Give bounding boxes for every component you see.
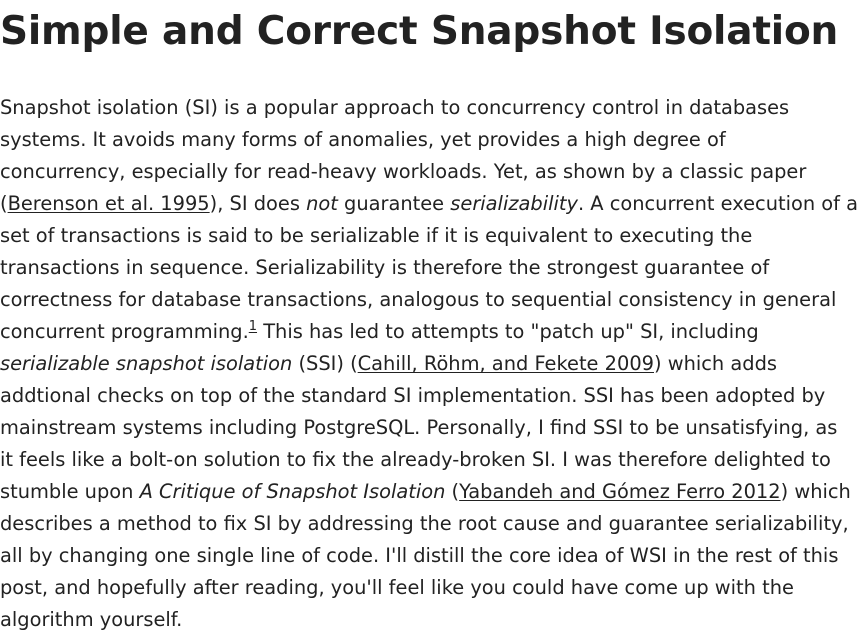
text-run: . A concurrent execution of a <box>577 192 858 215</box>
text-run: guarantee <box>337 192 451 215</box>
paragraph-line <box>0 124 812 156</box>
text-run: concurrent programming. <box>0 320 249 343</box>
footnote-link-1[interactable]: 1 <box>248 319 258 334</box>
emphasis-serializability: serializability <box>450 192 578 215</box>
paragraph-line <box>0 604 812 636</box>
text-run: ( <box>0 192 8 215</box>
paragraph-line <box>0 508 849 540</box>
emphasis-not: not <box>306 192 338 215</box>
paragraph-line <box>0 220 812 252</box>
text-run: addtional checks on top of the standard SI implementation. SSI has been adopted by <box>0 384 826 407</box>
paragraph-line <box>0 316 812 348</box>
paragraph-line <box>0 444 831 476</box>
text-run: transactions in sequence. Serializability is therefore the strongest guarantee of <box>0 256 770 279</box>
text-run: it feels like a bolt-on solution to fix the already-broken SI. I was therefore delighted to <box>0 448 831 471</box>
paragraph-line <box>0 412 838 444</box>
text-run: correctness for database transactions, analogous to sequential consistency in general <box>0 288 837 311</box>
text-run: ), SI does <box>209 192 307 215</box>
text-run: mainstream systems including PostgreSQL. Personally, I find SSI to be unsatisfying, as <box>0 416 838 439</box>
text-run: ( <box>445 480 460 503</box>
paragraph-line <box>0 252 812 284</box>
text-run: describes a method to fix SI by addressing the root cause and guarantee serializability, <box>0 512 849 535</box>
emphasis-ssi: serializable snapshot isolation <box>0 352 293 375</box>
paragraph-line <box>0 348 812 380</box>
page-title: Simple and Correct Snapshot Isolation <box>0 9 839 54</box>
paragraph-line <box>0 380 826 412</box>
paragraph-line <box>0 188 858 220</box>
text-run: This has led to attempts to "patch up" SI, including <box>257 320 759 343</box>
intro-paragraph <box>0 92 858 636</box>
citation-link-berenson[interactable]: Berenson et al. 1995 <box>7 192 210 215</box>
text-run: ) which <box>780 480 851 503</box>
text-run: systems. It avoids many forms of anomalies, yet provides a high degree of <box>0 128 726 151</box>
text-run: set of transactions is said to be serializable if it is equivalent to executing the <box>0 224 753 247</box>
text-run: all by changing one single line of code. I'll distill the core idea of WSI in the rest of this <box>0 544 839 567</box>
text-run: (SSI) ( <box>292 352 358 375</box>
citation-link-cahill[interactable]: Cahill, Röhm, and Fekete 2009 <box>357 352 654 375</box>
text-run: concurrency, especially for read-heavy workloads. Yet, as shown by a classic paper <box>0 160 807 183</box>
paragraph-line <box>0 156 812 188</box>
text-run: post, and hopefully after reading, you'll feel like you could have come up with the <box>0 576 794 599</box>
paragraph-line <box>0 572 812 604</box>
paragraph-line <box>0 92 812 124</box>
citation-link-yabandeh[interactable]: Yabandeh and Gómez Ferro 2012 <box>459 480 781 503</box>
paragraph-line <box>0 284 837 316</box>
paragraph-line <box>0 476 851 508</box>
emphasis-paper-title: A Critique of Snapshot Isolation <box>139 480 446 503</box>
text-run: algorithm yourself. <box>0 608 183 631</box>
paragraph-line <box>0 540 839 572</box>
text-run: Snapshot isolation (SI) is a popular approach to concurrency control in databases <box>0 96 790 119</box>
text-run: ) which adds <box>654 352 777 375</box>
text-run: stumble upon <box>0 480 140 503</box>
